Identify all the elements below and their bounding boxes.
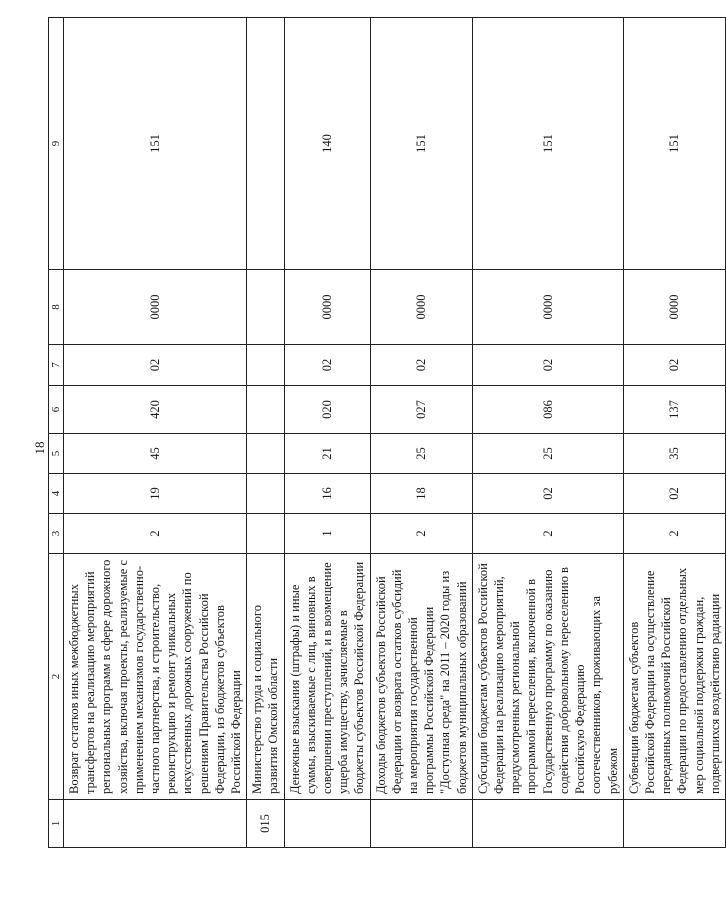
code-part-4: 16 bbox=[284, 474, 370, 514]
col-header-3: 3 bbox=[49, 514, 64, 554]
admin-code-cell bbox=[284, 800, 370, 848]
table-row bbox=[623, 18, 725, 848]
admin-code-cell bbox=[472, 800, 623, 848]
admin-code-cell bbox=[64, 800, 247, 848]
description-cell: Возврат остатков иных межбюджетных трансфертов на реализацию мероприятий региональных программ в сфере дорожного хозяйства, включая проекты, реализуемые с применением механизмов государственно-частного партнерства, и строительство, реконструкцию и ремонт уникальных искусственных дорожных сооружений по решениям Правительства Российской Федерации, из бюджетов субъектов Российской Федерации bbox=[64, 554, 247, 800]
col-header-7: 7 bbox=[49, 345, 64, 386]
description-cell: Доходы бюджетов субъектов Российской Федерации от возврата остатков субсидий на мероприятия государственной программы Российской Федерации "Доступная среда" на 2011 – 2020 годы из бюджетов муниципальных образований bbox=[370, 554, 472, 800]
table-row bbox=[284, 18, 370, 848]
col-header-6: 6 bbox=[49, 386, 64, 434]
code-part-9: 151 bbox=[64, 18, 247, 270]
description-cell: Министерство труда и социального развития Омской области bbox=[247, 554, 284, 800]
admin-code-cell: 015 bbox=[247, 800, 284, 848]
col-header-4: 4 bbox=[49, 474, 64, 514]
code-part-9: 151 bbox=[472, 18, 623, 270]
table-row bbox=[64, 18, 247, 848]
code-part-6: 027 bbox=[370, 386, 472, 434]
code-part-9: 151 bbox=[370, 18, 472, 270]
admin-code-cell bbox=[623, 800, 725, 848]
code-part-7: 02 bbox=[284, 345, 370, 386]
description-cell: Субсидии бюджетам субъектов Российской Федерации на реализацию мероприятий, предусмотренных региональной программой переселения, включенной в Государственную программу по оказанию содействия добровольному переселению в Российскую Федерацию соотечественников, проживающих за рубежом bbox=[472, 554, 623, 800]
code-part-4 bbox=[247, 474, 284, 514]
code-part-6: 020 bbox=[284, 386, 370, 434]
table-row bbox=[247, 18, 284, 848]
code-part-6: 420 bbox=[64, 386, 247, 434]
code-part-5 bbox=[247, 434, 284, 474]
code-part-5: 25 bbox=[370, 434, 472, 474]
col-header-5: 5 bbox=[49, 434, 64, 474]
code-part-4: 02 bbox=[623, 474, 725, 514]
code-part-7: 02 bbox=[623, 345, 725, 386]
revenue-codes-table bbox=[48, 17, 726, 848]
code-part-5: 21 bbox=[284, 434, 370, 474]
col-header-9: 9 bbox=[49, 18, 64, 270]
header-row bbox=[49, 18, 64, 848]
code-part-3: 2 bbox=[64, 514, 247, 554]
code-part-3: 2 bbox=[623, 514, 725, 554]
code-part-7: 02 bbox=[64, 345, 247, 386]
code-part-7: 02 bbox=[472, 345, 623, 386]
description-cell: Денежные взыскания (штрафы) и иные суммы, взыскиваемые с лиц, виновных в совершении преступлений, и в возмещение ущерба имуществу, зачисляемые в бюджеты субъектов Российской Федерации bbox=[284, 554, 370, 800]
code-part-4: 02 bbox=[472, 474, 623, 514]
admin-code-cell bbox=[370, 800, 472, 848]
code-part-3: 1 bbox=[284, 514, 370, 554]
code-part-8: 0000 bbox=[64, 270, 247, 345]
code-part-5: 35 bbox=[623, 434, 725, 474]
code-part-8: 0000 bbox=[370, 270, 472, 345]
table-row bbox=[472, 18, 623, 848]
code-part-6: 137 bbox=[623, 386, 725, 434]
code-part-7: 02 bbox=[370, 345, 472, 386]
code-part-8: 0000 bbox=[284, 270, 370, 345]
code-part-9: 151 bbox=[623, 18, 725, 270]
code-part-9 bbox=[247, 18, 284, 270]
code-part-3 bbox=[247, 514, 284, 554]
code-part-8 bbox=[247, 270, 284, 345]
code-part-5: 25 bbox=[472, 434, 623, 474]
col-header-8: 8 bbox=[49, 270, 64, 345]
code-part-9: 140 bbox=[284, 18, 370, 270]
rotated-table-wrapper bbox=[48, 18, 722, 848]
code-part-7 bbox=[247, 345, 284, 386]
code-part-8: 0000 bbox=[623, 270, 725, 345]
code-part-6: 086 bbox=[472, 386, 623, 434]
code-part-4: 19 bbox=[64, 474, 247, 514]
col-header-2: 2 bbox=[49, 554, 64, 800]
code-part-6 bbox=[247, 386, 284, 434]
code-part-5: 45 bbox=[64, 434, 247, 474]
table-row bbox=[370, 18, 472, 848]
code-part-4: 18 bbox=[370, 474, 472, 514]
description-cell: Субвенции бюджетам субъектов Российской Федерации на осуществление переданных полномочий Российской Федерации по предоставлению отдельных мер социальной поддержки граждан, подвергшихся воздействию радиации bbox=[623, 554, 725, 800]
code-part-3: 2 bbox=[472, 514, 623, 554]
code-part-8: 0000 bbox=[472, 270, 623, 345]
code-part-3: 2 bbox=[370, 514, 472, 554]
col-header-1: 1 bbox=[49, 800, 64, 848]
page-number: 18 bbox=[32, 441, 47, 455]
